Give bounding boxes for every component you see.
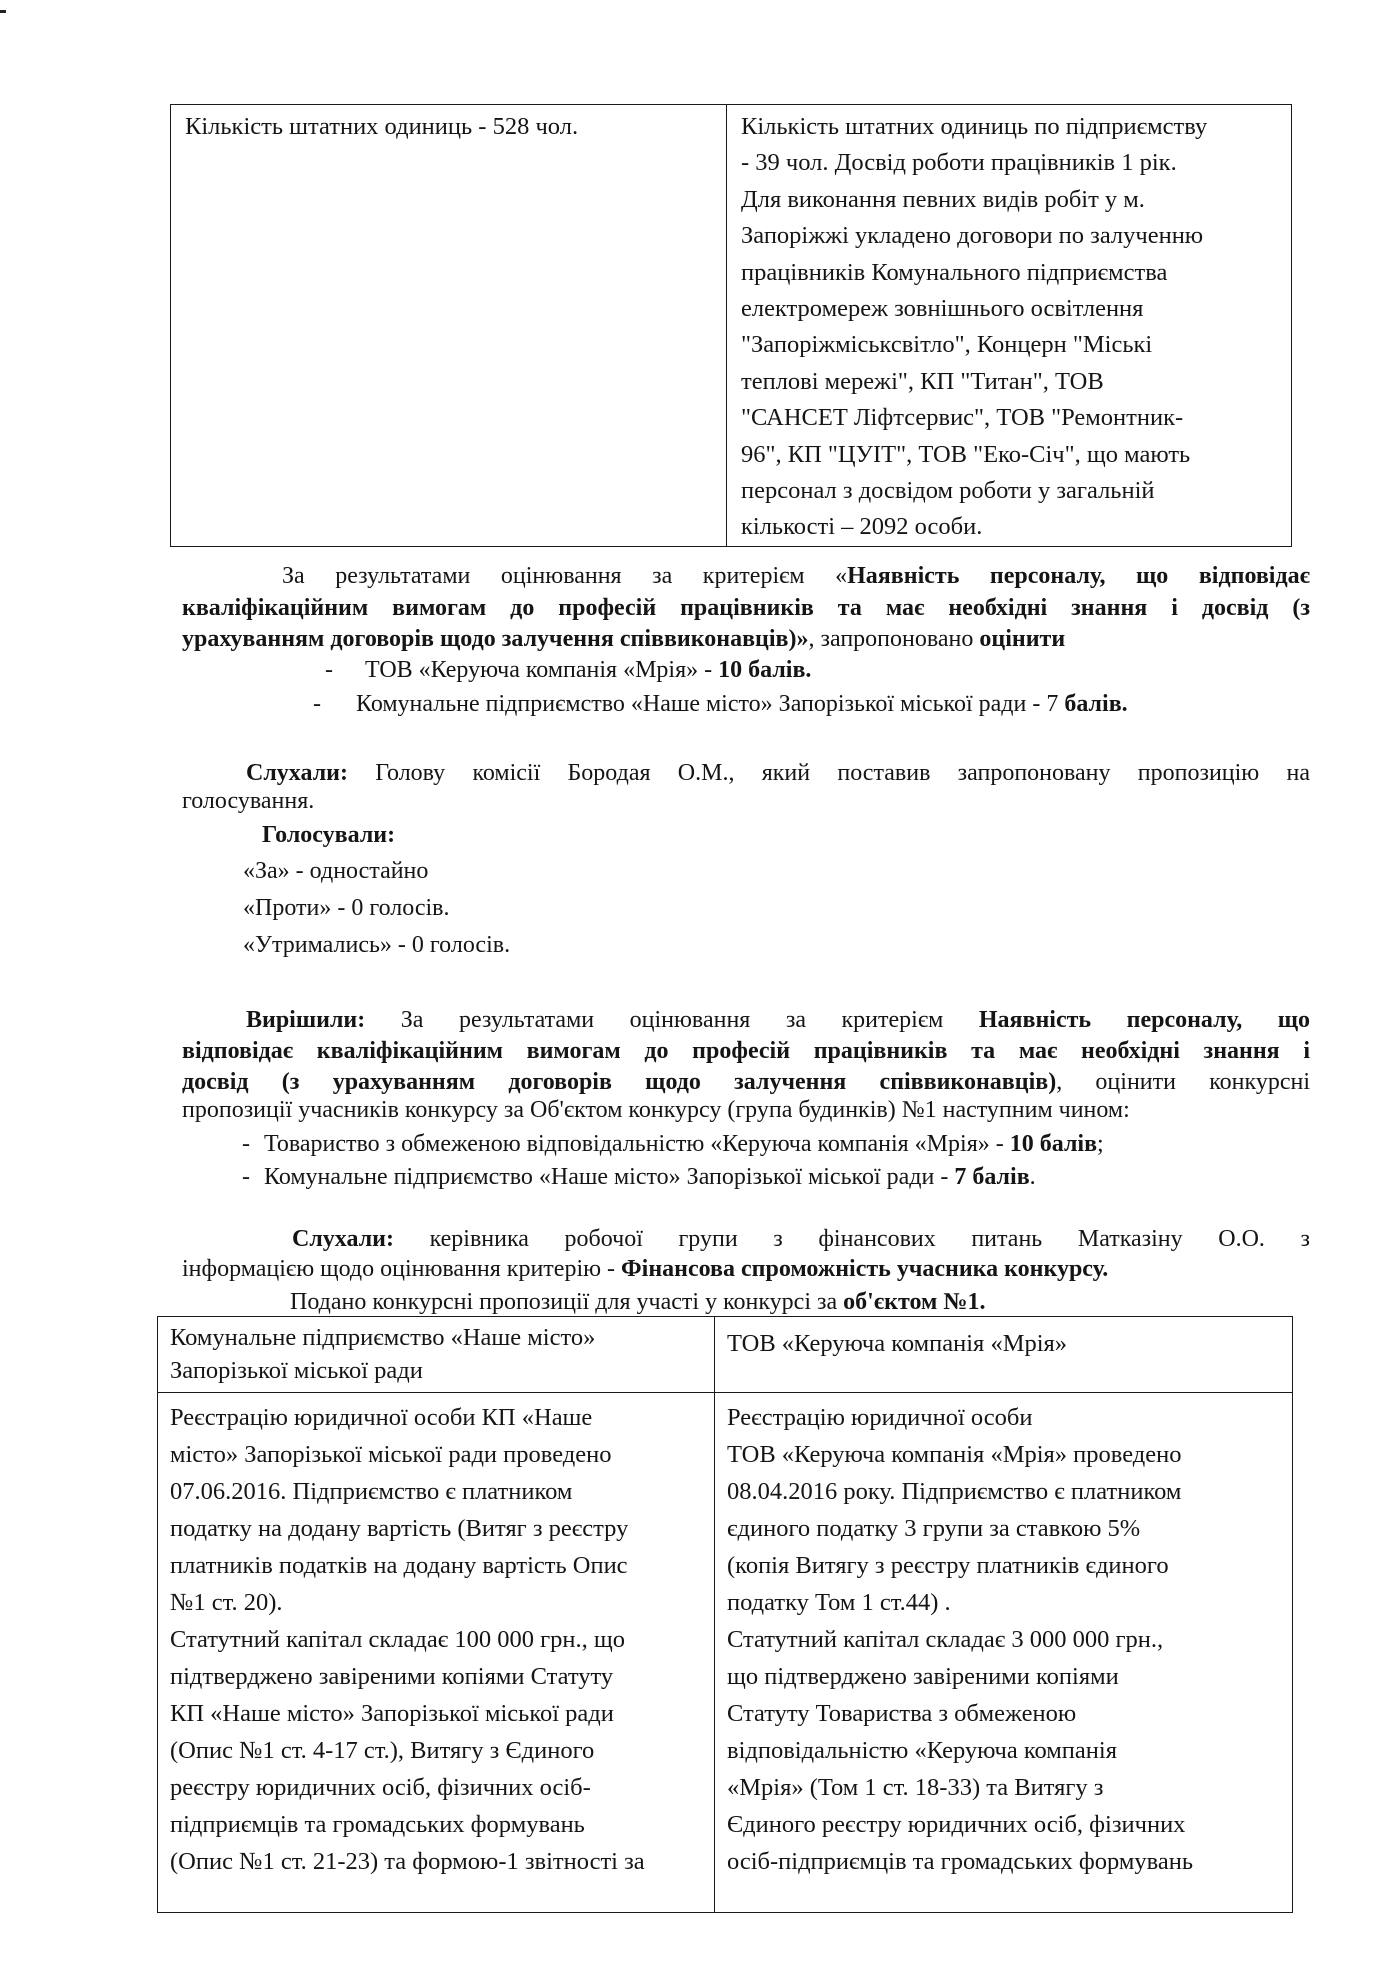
text-line: Запорізької міської ради [170, 1357, 423, 1384]
text-line: Статутний капітал складає 3 000 000 грн., [727, 1626, 1164, 1653]
text-line: 08.04.2016 року. Підприємство є платником [727, 1478, 1182, 1505]
finance-header-left [158, 1317, 715, 1393]
text-line: що підтверджено завіреними копіями [727, 1663, 1119, 1690]
finance-table [157, 1316, 1293, 1913]
text-line: податку Том 1 ст.44) . [727, 1589, 951, 1616]
heard-2-line-3: Подано конкурсні пропозиції для участі у конкурсі за об'єктом №1. [290, 1289, 986, 1315]
text-line: «Мрія» (Том 1 ст. 18-33) та Витягу з [727, 1774, 1104, 1801]
text-line: №1 ст. 20). [170, 1589, 283, 1616]
criterion-bullet-1: - ТОВ «Керуюча компанія «Мрія» - 10 балів. [325, 657, 812, 683]
text-line: реєстру юридичних осіб, фізичних осіб- [170, 1774, 591, 1801]
text-line: єдиного податку 3 групи за ставкою 5% [727, 1515, 1141, 1542]
vote-abstained: «Утримались» - 0 голосів. [243, 932, 511, 958]
text-line: осіб-підприємців та громадських формувань [727, 1848, 1194, 1875]
finance-header-right-text: ТОВ «Керуюча компанія «Мрія» [727, 1330, 1068, 1357]
finance-body-left [158, 1393, 715, 1913]
text-line: Комунальне підприємство «Наше місто» [170, 1324, 596, 1351]
finance-header-right [715, 1317, 1293, 1393]
text-line: електромереж зовнішнього освітлення [741, 295, 1144, 323]
text-line: "Запоріжміськсвітло", Концерн "Міські [741, 331, 1153, 359]
staff-details-text [727, 105, 1291, 546]
criterion-line-2: кваліфікаційним вимогам до професій працівників та має необхідні знання і досвід (з [182, 595, 1310, 621]
criterion-line-1: За результатами оцінювання за критерієм «Наявність персоналу, що відповідає [282, 563, 1310, 589]
voting-label: Голосували: [262, 822, 396, 848]
text-line: (копія Витягу з реєстру платників єдиного [727, 1552, 1169, 1579]
text-line: (Опис №1 ст. 21-23) та формою-1 звітності за [170, 1848, 645, 1875]
text-line: персонал з досвідом роботи у загальній [741, 477, 1155, 505]
text-line: працівників Комунального підприємства [741, 258, 1168, 286]
text-line: Статуту Товариства з обмеженою [727, 1700, 1077, 1727]
text-line: відповідальністю «Керуюча компанія [727, 1737, 1117, 1764]
text-line: КП «Наше місто» Запорізької міської ради [170, 1700, 614, 1727]
scan-edge-mark [0, 10, 6, 13]
heard-2-line-1: Слухали: керівника робочої групи з фінансових питань Матказіну О.О. з [292, 1226, 1310, 1252]
text-line: Статутний капітал складає 100 000 грн., що [170, 1626, 626, 1653]
vote-against: «Проти» - 0 голосів. [243, 895, 450, 921]
finance-body-left-text [158, 1393, 714, 1880]
decided-line-2: відповідає кваліфікаційним вимогам до професій працівників та має необхідні знання і [182, 1038, 1310, 1064]
text-line: ТОВ «Керуюча компанія «Мрія» проведено [727, 1441, 1182, 1468]
text-line: місто» Запорізької міської ради проведено [170, 1441, 612, 1468]
text-line: Єдиного реєстру юридичних осіб, фізичних [727, 1811, 1186, 1838]
text-line: кількості – 2092 особи. [741, 513, 983, 541]
decided-line-1: Вирішили: За результатами оцінювання за критерієм Наявність персоналу, що [246, 1007, 1310, 1033]
decided-line-4: пропозиції учасників конкурсу за Об'єктом конкурсу (група будинків) №1 наступним чином: [182, 1097, 1130, 1123]
heard-1-line-2: голосування. [182, 788, 315, 814]
vote-for: «За» - одностайно [243, 858, 429, 884]
heard-2-line-2: інформацією щодо оцінювання критерію - Фінансова спроможність учасника конкурсу. [182, 1256, 1109, 1282]
text-line: платників податків на додану вартість Опис [170, 1552, 628, 1579]
text-line: Реєстрацію юридичної особи [727, 1404, 1033, 1431]
heard-1-line-1: Слухали: Голову комісії Бородая О.М., який поставив запропоновану пропозицію на [246, 760, 1310, 786]
text-line: "САНСЕТ Ліфтсервис", ТОВ "Ремонтник- [741, 404, 1184, 432]
text-line: Для виконання певних видів робіт у м. [741, 185, 1145, 213]
finance-header-left-text [158, 1317, 714, 1387]
decided-bullet-1: - Товариство з обмеженою відповідальністю «Керуюча компанія «Мрія» - 10 балів; [242, 1131, 1104, 1157]
staff-table [170, 104, 1292, 547]
decided-bullet-2: - Комунальне підприємство «Наше місто» Запорізької міської ради - 7 балів. [242, 1164, 1036, 1190]
staff-cell-left [171, 105, 727, 547]
criterion-bullet-2: - Комунальне підприємство «Наше місто» Запорізької міської ради - 7 балів. [313, 691, 1128, 717]
criterion-line-3: урахуванням договорів щодо залучення співвиконавців)», запропоновано оцінити [182, 626, 1066, 652]
staff-cell-right [727, 105, 1292, 547]
finance-body-right-text [715, 1393, 1292, 1880]
text-line: податку на додану вартість (Витяг з реєстру [170, 1515, 629, 1542]
text-line: 07.06.2016. Підприємство є платником [170, 1478, 573, 1505]
decided-line-3: досвід (з урахуванням договорів щодо залучення співвиконавців), оцінити конкурсні [182, 1069, 1310, 1095]
text-line: - 39 чол. Досвід роботи працівників 1 рік. [741, 149, 1177, 177]
finance-body-right [715, 1393, 1293, 1913]
text-line: підприємців та громадських формувань [170, 1811, 585, 1838]
text-line: Реєстрацію юридичної особи КП «Наше [170, 1404, 593, 1431]
text-line: 96", КП "ЦУІТ", ТОВ "Еко-Січ", що мають [741, 440, 1191, 468]
text-line: (Опис №1 ст. 4-17 ст.), Витягу з Єдиного [170, 1737, 595, 1764]
text-line: підтверджено завіреними копіями Статуту [170, 1663, 614, 1690]
staff-count-text: Кількість штатних одиниць - 528 чол. [185, 113, 579, 140]
text-line: Кількість штатних одиниць по підприємству [741, 113, 1208, 140]
text-line: теплові мережі", КП "Титан", ТОВ [741, 367, 1104, 395]
text-line: Запоріжжі укладено договори по залученню [741, 222, 1204, 250]
